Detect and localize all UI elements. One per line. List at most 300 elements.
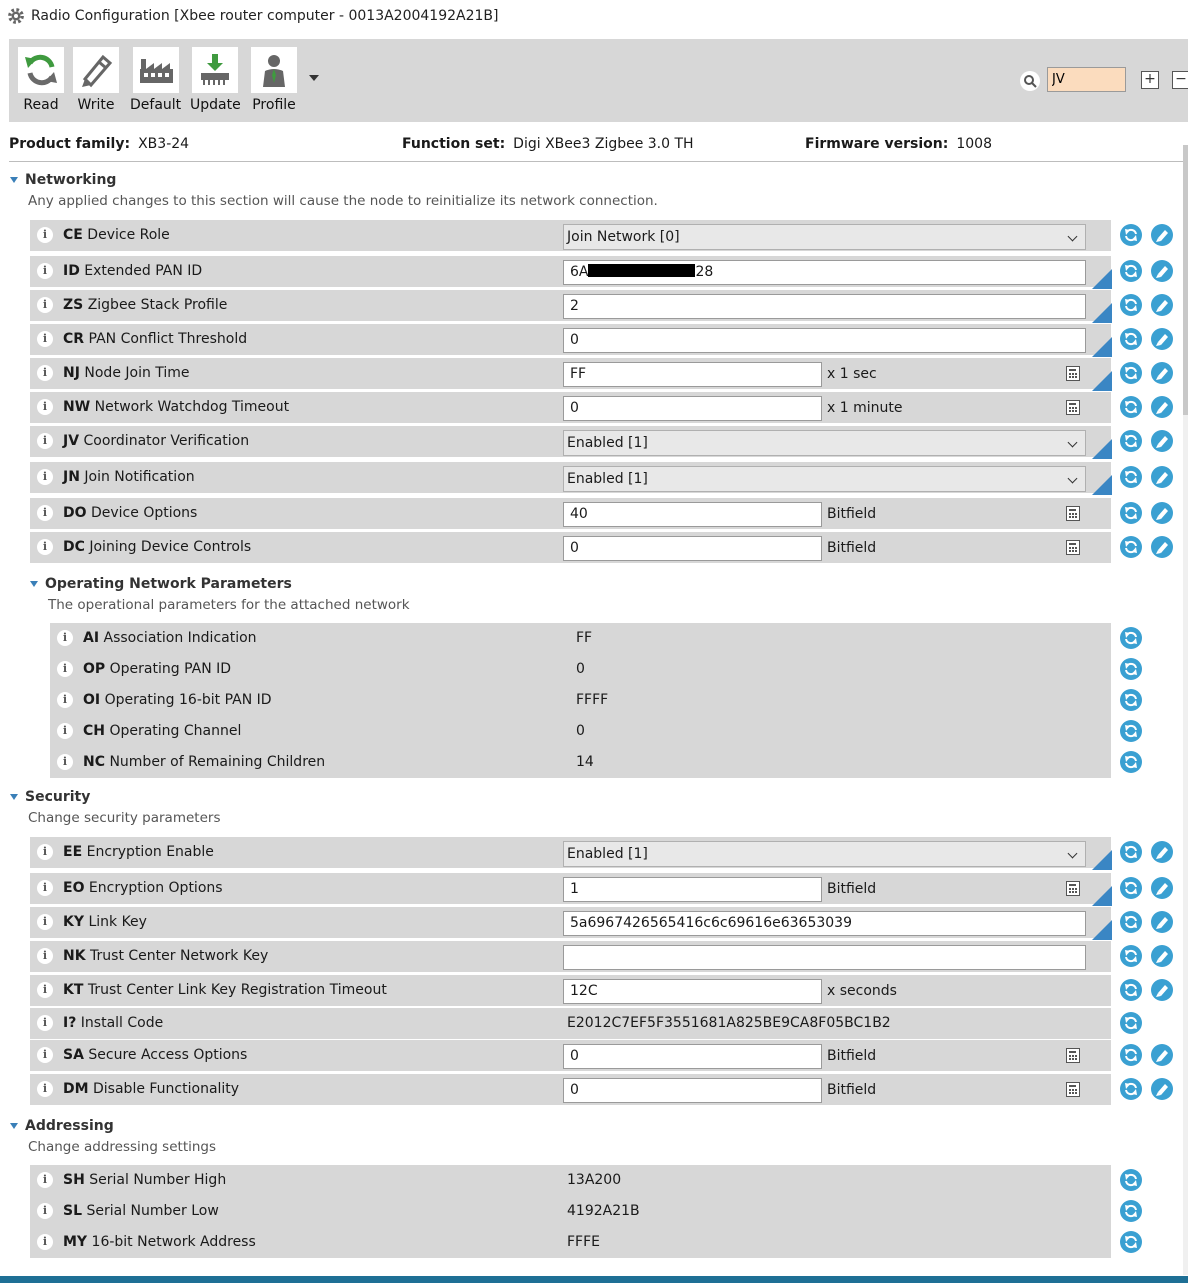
chevron-down-icon — [1068, 438, 1078, 448]
param-code: CR — [63, 331, 85, 347]
info-icon[interactable]: i — [57, 692, 73, 708]
refresh-icon — [1123, 539, 1139, 555]
param-row-sl — [30, 1196, 1111, 1227]
param-label: Operating PAN ID — [109, 661, 232, 677]
param-label: Association Indication — [103, 630, 257, 646]
read-param-button[interactable] — [1120, 689, 1142, 711]
info-icon[interactable]: i — [37, 948, 53, 964]
write-button[interactable] — [73, 47, 119, 113]
refresh-icon — [1123, 1047, 1139, 1063]
param-code: SH — [63, 1172, 85, 1188]
read-param-button[interactable] — [1120, 536, 1142, 558]
info-icon[interactable]: i — [57, 754, 73, 770]
param-label: Serial Number Low — [86, 1203, 219, 1219]
pencil-icon — [1154, 365, 1170, 381]
param-value: 14 — [576, 754, 594, 770]
read-param-button[interactable] — [1120, 1078, 1142, 1100]
param-label: Operating 16-bit PAN ID — [104, 692, 272, 708]
pencil-icon — [1154, 399, 1170, 415]
param-select-value: Enabled [1] — [567, 435, 648, 451]
refresh-icon — [1123, 263, 1139, 279]
param-name — [83, 723, 241, 739]
param-code: KT — [63, 982, 84, 998]
refresh-icon — [1123, 365, 1139, 381]
param-code: CE — [63, 227, 83, 243]
refresh-icon — [1123, 1203, 1139, 1219]
update-button[interactable] — [190, 47, 241, 113]
refresh-icon — [1123, 723, 1139, 739]
calculator-icon[interactable] — [1066, 506, 1080, 521]
calculator-icon[interactable] — [1066, 540, 1080, 555]
scrollbar-thumb[interactable] — [1183, 145, 1188, 415]
info-icon[interactable]: i — [37, 331, 53, 347]
param-name — [63, 433, 249, 449]
param-name — [63, 1234, 256, 1250]
gear-icon — [6, 6, 26, 26]
param-row-do — [30, 498, 1111, 529]
value-changed-marker — [1092, 850, 1112, 870]
param-value: E2012C7EF5F3551681A825BE9CA8F05BC1B2 — [567, 1015, 891, 1031]
read-param-button[interactable] — [1120, 224, 1142, 246]
param-row-id — [30, 256, 1111, 287]
chevron-down-icon — [1068, 232, 1078, 242]
param-input[interactable] — [563, 328, 1086, 353]
calculator-icon[interactable] — [1066, 881, 1080, 896]
param-code: ZS — [63, 297, 84, 313]
param-code: EO — [63, 880, 85, 896]
section-addressing-description: Change addressing settings — [28, 1139, 217, 1155]
param-code: AI — [83, 630, 100, 646]
param-name — [63, 539, 251, 555]
param-input[interactable] — [563, 877, 822, 902]
write-param-button[interactable] — [1151, 979, 1173, 1001]
info-icon[interactable]: i — [57, 723, 73, 739]
param-code: SA — [63, 1047, 84, 1063]
calculator-icon[interactable] — [1066, 1082, 1080, 1097]
param-label: Link Key — [88, 914, 147, 930]
calculator-icon[interactable] — [1066, 366, 1080, 381]
refresh-icon — [1123, 1234, 1139, 1250]
collapse-triangle-icon — [30, 581, 38, 587]
chevron-down-icon — [1068, 474, 1078, 484]
param-row-sa — [30, 1040, 1111, 1071]
param-value: 0 — [570, 540, 579, 556]
info-icon[interactable]: i — [37, 505, 53, 521]
param-input[interactable] — [563, 945, 1086, 970]
window-titlebar — [0, 0, 1188, 32]
param-name — [63, 365, 190, 381]
read-param-button[interactable] — [1120, 466, 1142, 488]
section-operating-description: The operational parameters for the attached network — [48, 597, 410, 613]
param-name — [63, 880, 223, 896]
param-select-value: Enabled [1] — [567, 846, 648, 862]
write-param-button[interactable] — [1151, 911, 1173, 933]
param-value: 40 — [570, 506, 588, 522]
param-name — [63, 331, 247, 347]
search-input[interactable] — [1047, 67, 1126, 92]
param-code: CH — [83, 723, 105, 739]
calculator-icon[interactable] — [1066, 400, 1080, 415]
param-code: NC — [83, 754, 105, 770]
refresh-icon — [1123, 880, 1139, 896]
param-name — [83, 754, 325, 770]
write-param-button[interactable] — [1151, 877, 1173, 899]
param-input[interactable] — [563, 536, 822, 561]
param-row-ai — [50, 623, 1111, 654]
default-button[interactable] — [130, 47, 181, 113]
param-row-oi — [50, 685, 1111, 716]
param-row-nk — [30, 941, 1111, 972]
info-icon[interactable]: i — [37, 227, 53, 243]
param-label: Extended PAN ID — [84, 263, 203, 279]
param-label: Number of Remaining Children — [109, 754, 326, 770]
write-param-button[interactable] — [1151, 536, 1173, 558]
toolbar-more-dropdown-icon[interactable] — [309, 75, 319, 81]
param-row-jv — [30, 426, 1111, 457]
param-name — [63, 399, 289, 415]
expand-all-button[interactable]: + — [1141, 71, 1159, 89]
param-name — [63, 505, 197, 521]
param-row-kt — [30, 975, 1111, 1006]
param-row-dm — [30, 1074, 1111, 1105]
info-icon[interactable]: i — [37, 539, 53, 555]
param-row-ky — [30, 907, 1111, 938]
param-code: NJ — [63, 365, 80, 381]
param-name — [63, 914, 147, 930]
info-icon[interactable]: i — [37, 469, 53, 485]
collapse-triangle-icon — [10, 794, 18, 800]
param-value: 2 — [570, 298, 579, 314]
info-icon[interactable]: i — [37, 1172, 53, 1188]
param-unit: Bitfield — [827, 1082, 877, 1098]
param-code: KY — [63, 914, 84, 930]
refresh-icon — [1123, 914, 1139, 930]
param-input[interactable] — [563, 362, 822, 387]
collapse-triangle-icon — [10, 1123, 18, 1129]
pencil-icon — [1154, 469, 1170, 485]
write-param-button[interactable] — [1151, 1078, 1173, 1100]
refresh-icon — [1123, 469, 1139, 485]
param-code: OI — [83, 692, 101, 708]
refresh-icon — [1123, 844, 1139, 860]
param-value: 0 — [570, 332, 579, 348]
param-label: Device Options — [90, 505, 198, 521]
param-value-suffix: 28 — [695, 264, 714, 280]
param-label: PAN Conflict Threshold — [88, 331, 248, 347]
param-input[interactable] — [563, 294, 1086, 319]
pencil-icon — [1154, 433, 1170, 449]
read-param-button[interactable] — [1120, 362, 1142, 384]
refresh-icon — [1123, 1015, 1139, 1031]
read-param-button[interactable] — [1120, 627, 1142, 649]
default-factory-icon — [133, 47, 179, 93]
param-row-eo — [30, 873, 1111, 904]
param-unit: Bitfield — [827, 1048, 877, 1064]
profile-person-icon — [251, 47, 297, 93]
param-code: NW — [63, 399, 91, 415]
info-icon[interactable]: i — [37, 982, 53, 998]
info-icon[interactable]: i — [37, 399, 53, 415]
refresh-icon — [1123, 661, 1139, 677]
param-select[interactable] — [563, 224, 1086, 250]
toolbar — [9, 39, 1188, 122]
param-code: JV — [63, 433, 80, 449]
update-firmware-icon — [192, 47, 238, 93]
info-icon[interactable]: i — [37, 844, 53, 860]
param-row-nw — [30, 392, 1111, 423]
info-icon[interactable]: i — [57, 630, 73, 646]
refresh-icon — [1123, 331, 1139, 347]
write-param-button[interactable] — [1151, 224, 1173, 246]
info-icon[interactable]: i — [37, 880, 53, 896]
param-name — [63, 227, 170, 243]
read-button[interactable] — [18, 47, 64, 113]
param-label: Coordinator Verification — [83, 433, 250, 449]
info-icon[interactable]: i — [57, 661, 73, 677]
write-param-button[interactable] — [1151, 841, 1173, 863]
param-label: Install Code — [80, 1015, 164, 1031]
section-operating-header[interactable]: Operating Network Parameters — [30, 576, 292, 592]
param-unit: x 1 sec — [827, 366, 877, 382]
value-changed-marker — [1092, 303, 1112, 323]
section-networking-header[interactable]: Networking — [10, 172, 116, 188]
param-select[interactable] — [563, 466, 1086, 492]
info-icon[interactable]: i — [37, 1203, 53, 1219]
param-input[interactable] — [563, 260, 1086, 285]
section-security-header[interactable]: Security — [10, 789, 90, 805]
read-param-button[interactable] — [1120, 396, 1142, 418]
param-unit: Bitfield — [827, 881, 877, 897]
section-addressing-header[interactable]: Addressing — [10, 1118, 114, 1134]
param-name — [63, 297, 227, 313]
param-label: Encryption Enable — [86, 844, 214, 860]
read-param-button[interactable] — [1120, 260, 1142, 282]
param-code: OP — [83, 661, 106, 677]
write-param-button[interactable] — [1151, 362, 1173, 384]
pencil-icon — [1154, 1081, 1170, 1097]
refresh-icon — [1123, 1172, 1139, 1188]
update-label: Update — [190, 97, 241, 113]
write-param-button[interactable] — [1151, 294, 1173, 316]
param-name — [63, 1203, 219, 1219]
info-icon[interactable]: i — [37, 1081, 53, 1097]
refresh-icon — [1123, 227, 1139, 243]
read-param-button[interactable] — [1120, 1231, 1142, 1253]
refresh-icon — [1123, 692, 1139, 708]
param-input[interactable] — [563, 979, 822, 1004]
write-param-button[interactable] — [1151, 1044, 1173, 1066]
info-icon[interactable]: i — [37, 1015, 53, 1031]
param-label: Device Role — [87, 227, 170, 243]
param-value: FFFE — [567, 1234, 601, 1250]
default-label: Default — [130, 97, 182, 113]
write-param-button[interactable] — [1151, 466, 1173, 488]
param-value: 5a6967426565416c6c69616e63653039 — [570, 915, 852, 931]
param-value-prefix: 6A — [570, 264, 589, 280]
param-value: 0 — [576, 661, 585, 677]
info-icon[interactable]: i — [37, 263, 53, 279]
param-row-sh — [30, 1165, 1111, 1196]
info-icon[interactable]: i — [37, 433, 53, 449]
read-label: Read — [23, 97, 59, 113]
read-param-button[interactable] — [1120, 1169, 1142, 1191]
profile-label: Profile — [252, 97, 296, 113]
info-icon[interactable]: i — [37, 1047, 53, 1063]
param-row-zs — [30, 290, 1111, 321]
param-select[interactable] — [563, 430, 1086, 456]
pencil-icon — [1154, 982, 1170, 998]
search-icon — [1020, 71, 1040, 91]
param-code: JN — [63, 469, 80, 485]
write-param-button[interactable] — [1151, 430, 1173, 452]
read-param-button[interactable] — [1120, 430, 1142, 452]
pencil-icon — [1154, 1047, 1170, 1063]
read-param-button[interactable] — [1120, 1200, 1142, 1222]
refresh-icon — [1123, 754, 1139, 770]
refresh-icon — [1123, 1081, 1139, 1097]
param-label: Joining Device Controls — [89, 539, 252, 555]
pencil-icon — [1154, 331, 1170, 347]
status-strip — [0, 1276, 1188, 1283]
param-name — [83, 630, 257, 646]
param-label: Trust Center Network Key — [90, 948, 269, 964]
write-param-button[interactable] — [1151, 502, 1173, 524]
value-changed-marker — [1092, 886, 1112, 906]
param-label: Zigbee Stack Profile — [87, 297, 228, 313]
param-row-cr — [30, 324, 1111, 355]
param-unit: x 1 minute — [827, 400, 903, 416]
param-row-jn — [30, 462, 1111, 493]
read-param-button[interactable] — [1120, 294, 1142, 316]
read-param-button[interactable] — [1120, 720, 1142, 742]
write-param-button[interactable] — [1151, 396, 1173, 418]
param-row-ce — [30, 220, 1111, 251]
pencil-icon — [1154, 914, 1170, 930]
write-param-button[interactable] — [1151, 328, 1173, 350]
param-value: 12C — [570, 983, 598, 999]
pencil-icon — [1154, 844, 1170, 860]
profile-button[interactable] — [251, 47, 297, 113]
param-input[interactable] — [563, 502, 822, 527]
firmware-version: Firmware version: 1008 — [805, 136, 992, 152]
refresh-icon — [1123, 982, 1139, 998]
param-select[interactable] — [563, 841, 1086, 867]
info-icon[interactable]: i — [37, 914, 53, 930]
param-unit: Bitfield — [827, 540, 877, 556]
write-param-button[interactable] — [1151, 260, 1173, 282]
refresh-icon — [1123, 948, 1139, 964]
param-name — [63, 1172, 226, 1188]
value-changed-marker — [1092, 920, 1112, 940]
collapse-all-button[interactable]: − — [1172, 71, 1188, 89]
calculator-icon[interactable] — [1066, 1048, 1080, 1063]
read-param-button[interactable] — [1120, 502, 1142, 524]
param-row-nc — [50, 747, 1111, 778]
param-input[interactable] — [563, 1044, 822, 1069]
refresh-icon — [1123, 297, 1139, 313]
param-label: Serial Number High — [89, 1172, 227, 1188]
pencil-icon — [1154, 539, 1170, 555]
param-row-my — [30, 1227, 1111, 1258]
pencil-icon — [1154, 263, 1170, 279]
section-networking-description: Any applied changes to this section will cause the node to reinitialize its network connection. — [28, 193, 658, 209]
refresh-icon — [1123, 505, 1139, 521]
param-code: NK — [63, 948, 86, 964]
param-code: MY — [63, 1234, 88, 1250]
param-row-ch — [50, 716, 1111, 747]
param-row-ee — [30, 837, 1111, 868]
read-refresh-icon — [18, 47, 64, 93]
param-code: ID — [63, 263, 80, 279]
read-param-button[interactable] — [1120, 841, 1142, 863]
param-label: Operating Channel — [109, 723, 242, 739]
param-value: FF — [576, 630, 593, 646]
read-param-button[interactable] — [1120, 979, 1142, 1001]
pencil-icon — [1154, 227, 1170, 243]
param-label: Encryption Options — [88, 880, 223, 896]
value-changed-marker — [1092, 371, 1112, 391]
value-changed-marker — [1092, 439, 1112, 459]
param-name — [63, 1015, 163, 1031]
param-label: Trust Center Link Key Registration Timeout — [87, 982, 387, 998]
redacted-block — [588, 264, 695, 277]
param-name — [63, 844, 214, 860]
info-icon[interactable]: i — [37, 297, 53, 313]
param-name — [63, 1047, 247, 1063]
read-param-button[interactable] — [1120, 945, 1142, 967]
read-param-button[interactable] — [1120, 911, 1142, 933]
param-code: SL — [63, 1203, 83, 1219]
pencil-icon — [1154, 505, 1170, 521]
param-name — [63, 469, 195, 485]
param-value: 0 — [576, 723, 585, 739]
read-param-button[interactable] — [1120, 877, 1142, 899]
param-input[interactable] — [563, 1078, 822, 1103]
function-set: Function set: Digi XBee3 Zigbee 3.0 TH — [402, 136, 694, 152]
param-name — [63, 948, 268, 964]
read-param-button[interactable] — [1120, 658, 1142, 680]
param-name — [63, 1081, 239, 1097]
collapse-triangle-icon — [10, 177, 18, 183]
read-param-button[interactable] — [1120, 1044, 1142, 1066]
param-value: 1 — [570, 881, 579, 897]
param-name — [63, 263, 202, 279]
param-value: FF — [570, 366, 587, 382]
write-param-button[interactable] — [1151, 945, 1173, 967]
param-label: 16-bit Network Address — [91, 1234, 256, 1250]
param-row-nj — [30, 358, 1111, 389]
pencil-icon — [1154, 948, 1170, 964]
read-param-button[interactable] — [1120, 328, 1142, 350]
param-label: Secure Access Options — [88, 1047, 248, 1063]
info-icon[interactable]: i — [37, 1234, 53, 1250]
product-family: Product family: XB3-24 — [9, 136, 190, 152]
value-changed-marker — [1092, 337, 1112, 357]
read-param-button[interactable] — [1120, 1012, 1142, 1034]
param-value: 0 — [570, 400, 579, 416]
param-value: 4192A21B — [567, 1203, 640, 1219]
param-label: Node Join Time — [84, 365, 190, 381]
value-changed-marker — [1092, 269, 1112, 289]
pencil-icon — [1154, 297, 1170, 313]
read-param-button[interactable] — [1120, 751, 1142, 773]
info-icon[interactable]: i — [37, 365, 53, 381]
device-info-bar — [9, 132, 1184, 162]
refresh-icon — [1123, 399, 1139, 415]
write-label: Write — [77, 97, 115, 113]
param-input[interactable] — [563, 396, 822, 421]
param-input[interactable] — [563, 911, 1086, 936]
